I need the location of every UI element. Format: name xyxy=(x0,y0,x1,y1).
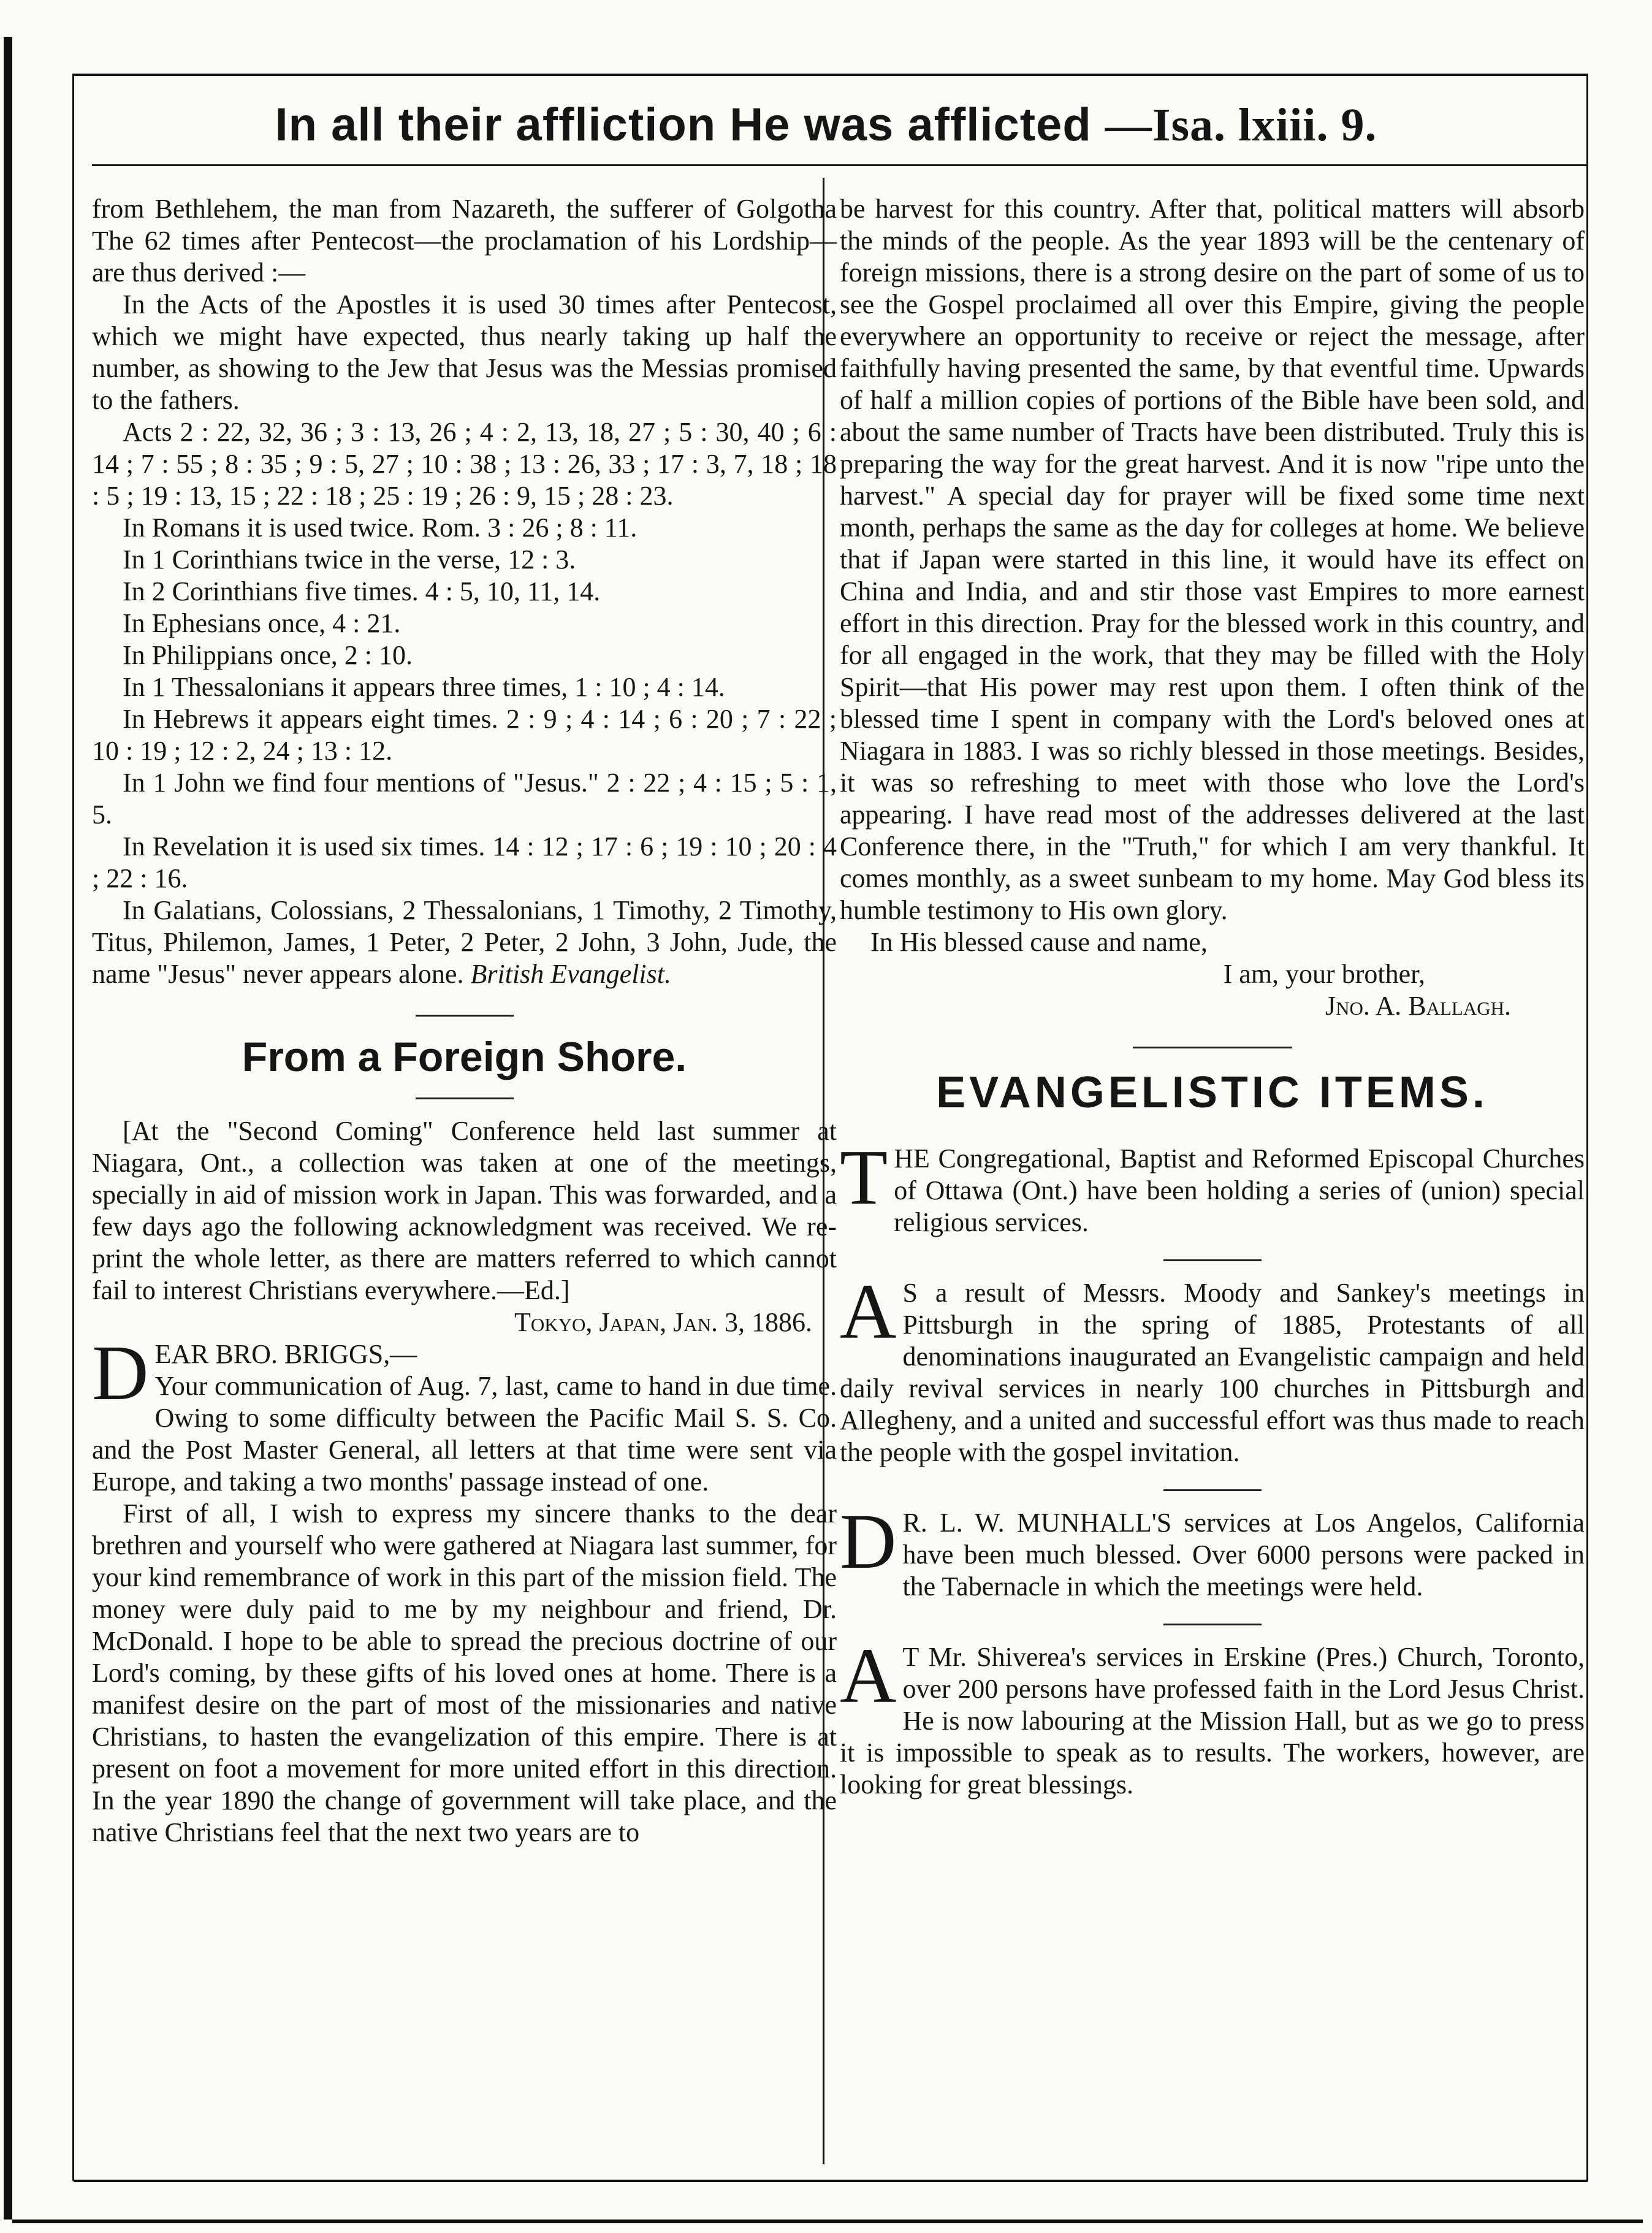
left-column xyxy=(92,193,837,1849)
letter-paragraph: First of all, I wish to express my sincere thanks to the dear brethren and yourself who were gathered at Niagara last summer, for your kind remembrance of work in this part of the mission field. The money were duly paid to me by my neighbour and friend, Dr. McDonald. I hope to be able to spread the precious doctrine of our Lord's coming, by these gifts of his loved ones at home. There is a manifest desire on the part of most of the missionaries and native Christians, to hasten the evangelization of this empire. There is at present on foot a movement for more united effort in this direction. In the year 1890 the change of government will take place, and the native Christians feel that the next two years are to xyxy=(92,1498,837,1847)
outer-left-border xyxy=(4,37,12,2220)
section-title-evangelistic-items: EVANGELISTIC ITEMS. xyxy=(936,1068,1488,1117)
drop-cap: T xyxy=(840,1134,888,1221)
letter-closing: I am, your brother, xyxy=(1223,959,1425,989)
section-title-foreign-shore: From a Foreign Shore. xyxy=(242,1034,687,1080)
left-paragraph: In the Acts of the Apostles it is used 30 times after Pentecost, which we might have expected, thus nearly taking up half the number, as showing to the Jew that Jesus was the Messias promised to the fathers. xyxy=(92,289,837,415)
section-divider xyxy=(416,1097,514,1099)
bottom-border xyxy=(74,2180,1588,2182)
right-column xyxy=(840,193,1585,1801)
left-paragraph: In Ephesians once, 4 : 21. xyxy=(123,608,401,638)
source-credit: British Evangelist. xyxy=(470,959,671,989)
section-divider xyxy=(416,1015,514,1017)
item-text: HE Congregational, Baptist and Reformed Episcopal Churches of Ottawa (Ont.) have been holding a series of (union) special religious services. xyxy=(894,1143,1585,1237)
left-paragraph: from Bethlehem, the man from Nazareth, the sufferer of Golgotha The 62 times after Pentecost—the proclamation of his Lordship—are thus derived :— xyxy=(92,194,837,288)
left-paragraph xyxy=(92,895,837,990)
evangelistic-item xyxy=(840,1632,1585,1801)
left-paragraph: In 1 Corinthians twice in the verse, 12 : 3. xyxy=(123,544,576,574)
item-divider xyxy=(1163,1259,1262,1261)
letter-closing: In His blessed cause and name, xyxy=(870,927,1208,957)
top-border xyxy=(74,74,1588,76)
left-paragraph: In Revelation it is used six times. 14 : 12 ; 17 : 6 ; 19 : 10 ; 20 : 4 ; 22 : 16. xyxy=(92,831,837,893)
letter-continuation: be harvest for this country. After that, political matters will absorb the minds of the people. As the year 1893 will be the centenary of foreign missions, there is a strong desire on the part of some of us to see the Gospel proclaimed all over this Empire, giving the people everywhere an opportunity to receive or reject the message, after faithfully having presented the same, by that eventful time. Upwards of half a million copies of portions of the Bible have been sold, and about the same number of Tracts have been distributed. Truly this is preparing the way for the great harvest. And it is now "ripe unto the harvest." A special day for prayer will be fixed some time next month, perhaps the same as the day for colleges at home. We believe that if Japan were started in this line, it would have its effect on China and India, and and stir those vast Empires to more earnest effort in this direction. Pray for the blessed work in this country, and for all engaged in the work, that they may be filled with the Holy Spirit—that His power may rest upon them. I often think of the blessed time I spent in company with the Lord's beloved ones at Niagara in 1883. I was so richly blessed in those meetings. Besides, it was so refreshing to meet with those who love the Lord's appearing. I have read most of the addresses delivered at the last Conference there, in the "Truth," for which I am very thankful. It comes monthly, as a sweet sunbeam to my home. May God bless its humble testimony to His own glory. xyxy=(840,194,1585,925)
editor-intro: [At the "Second Coming" Conference held last summer at Niagara, Ont., a collection was taken at one of the meetings, specially in aid of mission work in Japan. This was forwarded, and a few days ago the following acknowledgment was received. We re-print the whole letter, as there are matters referred to which cannot fail to interest Christians everywhere.—Ed.] xyxy=(92,1116,837,1305)
outer-bottom-border xyxy=(12,2220,1643,2223)
drop-cap: A xyxy=(840,1268,897,1355)
left-paragraph: In Hebrews it appears eight times. 2 : 9 ; 4 : 14 ; 6 : 20 ; 7 : 22 ; 10 : 19 ; 12 : 2, 24 ; 13 : 12. xyxy=(92,704,837,766)
drop-cap: D xyxy=(840,1498,897,1585)
item-divider xyxy=(1163,1489,1262,1491)
item-divider xyxy=(1163,1624,1262,1625)
letter-paragraph: Your communication of Aug. 7, last, came to hand in due time. Owing to some difficulty between the Pacific Mail S. S. Co. and the Post Master General, all letters at that time were sent via Europe, and taking a two months' passage instead of one. xyxy=(92,1371,837,1497)
letter-signature: Jno. A. Ballagh. xyxy=(1325,991,1511,1021)
evangelistic-item xyxy=(840,1268,1585,1468)
left-paragraph: In Philippians once, 2 : 10. xyxy=(123,640,413,670)
letter-salutation xyxy=(92,1329,837,1498)
left-paragraph: In 1 Thessalonians it appears three times, 1 : 10 ; 4 : 14. xyxy=(123,672,725,702)
header-title-text: In all their affliction He was afflicted xyxy=(275,99,1092,151)
evangelistic-item xyxy=(840,1498,1585,1603)
header-reference: —Isa. lxiii. 9. xyxy=(1105,99,1377,151)
left-paragraph: In 1 John we find four mentions of "Jesus." 2 : 22 ; 4 : 15 ; 5 : 1, 5. xyxy=(92,768,837,830)
left-paragraph: Acts 2 : 22, 32, 36 ; 3 : 13, 26 ; 4 : 2, 13, 18, 27 ; 5 : 30, 40 ; 6 : 14 ; 7 : 55 ; 8 : 35 ; 9 : 5, 27 ; 10 : 38 ; 13 : 26, 33 ; 17 : 3, 7, 18 ; 18 : 5 ; 19 : 13, 15 ; 22 : 18 ; 25 : 19 ; 26 : 9, 15 ; 28 : 23. xyxy=(92,417,837,511)
item-text: S a result of Messrs. Moody and Sankey's meetings in Pittsburgh in the spring of 1885, Protestants of all denominations inaugurated an Evangelistic campaign and held daily revival services in nearly 100 churches in Pittsburgh and Allegheny, and a united and successful effort was thus made to reach the people with the gospel invitation. xyxy=(840,1278,1585,1467)
inner-right-border xyxy=(1586,74,1588,2181)
item-text: T Mr. Shiverea's services in Erskine (Pres.) Church, Toronto, over 200 persons have professed faith in the Lord Jesus Christ. He is now labouring at the Mission Hall, but as we go to press it is impossible to speak as to results. The workers, however, are looking for great blessings. xyxy=(840,1642,1585,1800)
section-divider xyxy=(1133,1047,1292,1048)
item-text: R. L. W. MUNHALL'S services at Los Angelos, California have been much blessed. Over 6000 persons were packed in the Tabernacle in which the meetings were held. xyxy=(902,1508,1585,1601)
left-paragraph: In Romans it is used twice. Rom. 3 : 26 ; 8 : 11. xyxy=(123,513,638,543)
left-paragraph-text: In Galatians, Colossians, 2 Thessalonians, 1 Timothy, 2 Timothy, Titus, Philemon, James, 1 Peter, 2 Peter, 2 John, 3 John, Jude, the name "Jesus" never appears alone. xyxy=(92,895,837,989)
left-paragraph: In 2 Corinthians five times. 4 : 5, 10, 11, 14. xyxy=(123,576,601,606)
header-rule xyxy=(92,164,1588,166)
salutation-text: EAR BRO. BRIGGS,— xyxy=(154,1339,417,1369)
letter-dateline: Tokyo, Japan, Jan. 3, 1886. xyxy=(514,1307,812,1337)
evangelistic-item xyxy=(840,1134,1585,1239)
page-header xyxy=(0,98,1652,152)
inner-left-border xyxy=(72,74,74,2181)
drop-cap: A xyxy=(840,1632,897,1719)
drop-cap: D xyxy=(92,1329,149,1416)
